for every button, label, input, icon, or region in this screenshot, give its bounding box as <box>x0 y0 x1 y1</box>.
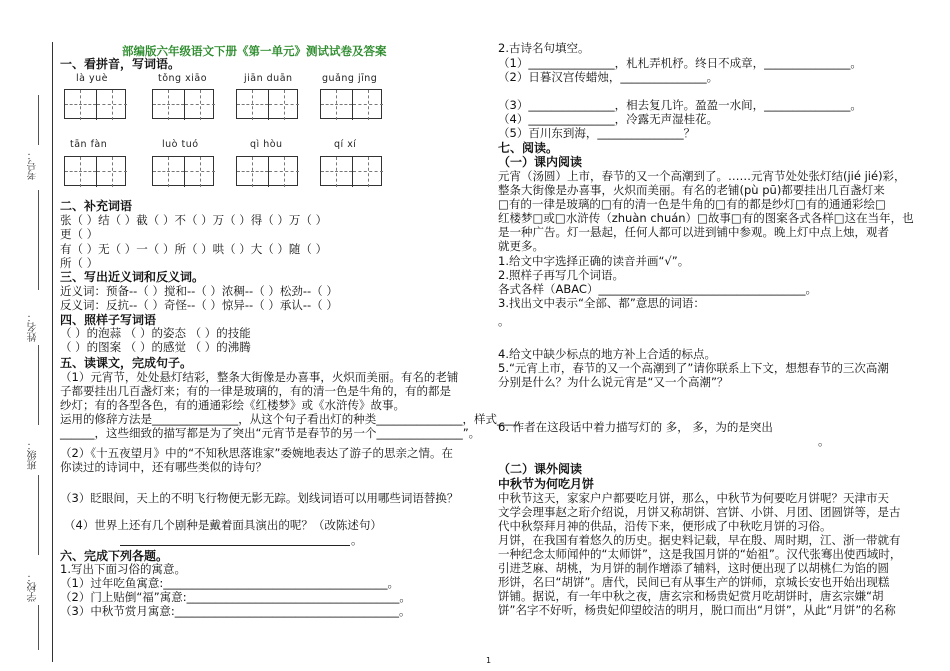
text-line: 各式各样（ABAC）____________________________________。 <box>498 282 817 296</box>
text-line: （1）过年吃鱼寓意:_______________________________________。 <box>60 576 399 590</box>
text-line: 你读过的诗词中，还有哪些类似的诗句？ <box>60 460 267 474</box>
writing-grid[interactable] <box>152 156 214 186</box>
section-heading: 三、写出近义词和反义词。 <box>60 270 205 284</box>
pinyin: jiān duān <box>244 73 293 84</box>
text-line: 代中秋祭拜月神的供品，沿传下来，便形成了中秋吃月饼的习俗。 <box>498 519 832 533</box>
text-line: 1.给文中字选择正确的读音并画“√”。 <box>498 254 690 268</box>
text-line: （3）眨眼间，天上的不明飞行物便无影无踪。划线词语可以用哪些词语替换？ <box>60 491 459 505</box>
text-line: 近义词：预备--（ ）搅和--（ ）浓稠--（ ）松劲--（ ） <box>60 284 338 298</box>
text-line: 元宵（汤圆）上市，春节的又一个高潮到了。……元宵节处处张灯结(jié jié)彩， <box>498 169 906 183</box>
text-line: 月饼，在我国有着悠久的历史。据史料记载，早在殷、周时期，江、浙一带就有 <box>498 533 901 547</box>
text-line: 5.“元宵上市，春节的又一个高潮到了”请你联系上下文，想想春节的三次高潮 <box>498 361 889 375</box>
text-line: 就更多。 <box>498 239 544 253</box>
side-label-name: 姓名： <box>28 312 39 342</box>
page-number: 1 <box>486 656 492 665</box>
side-label-exam-no: 考号： <box>28 150 39 180</box>
text-line: 张（ ）结（ ）截（ ）不（ ）万（ ）得（ ）万（ ） <box>60 213 328 227</box>
page-title: 部编版六年级语文下册《第一单元》测试试卷及答案 <box>122 44 387 58</box>
text-line: 运用的修辞方法是_______________，从这个句子看出灯的种类_______________，样式____ <box>60 412 520 426</box>
text-line: 更（ ） <box>60 227 99 241</box>
writing-grid[interactable] <box>64 89 126 119</box>
text-line: 2.古诗名句填空。 <box>498 41 590 55</box>
text-line: 引进芝麻、胡桃，为月饼的制作增添了辅料，这时便出现了以胡桃仁为馅的圆 <box>498 561 889 575</box>
text-line: 中秋节这天，家家户户都要吃月饼，那么，中秋节为何要吃月饼呢？天津市天 <box>498 491 889 505</box>
subsection-heading: （二）课外阅读 <box>498 462 583 476</box>
answer-line[interactable] <box>120 545 350 546</box>
text-line: （4）_______________，冷露无声湿桂花。 <box>498 112 719 126</box>
text-line: 有（ ）无（ ）一（ ）所（ ）哄（ ）大（ ）随（ ） <box>60 242 328 256</box>
section-heading: 七、阅读。 <box>498 141 559 155</box>
text-line: 1.写出下面习俗的寓意。 <box>60 562 186 576</box>
text-line: 所（ ） <box>60 256 99 270</box>
side-fill-line <box>38 605 39 650</box>
writing-grid[interactable] <box>152 89 214 119</box>
subsection-heading: （一）课内阅读 <box>498 155 583 169</box>
section-heading: 四、照样子写词语 <box>60 313 157 327</box>
text-line: （1）_______________，札札弄机杼。终日不成章，_______________。 <box>498 56 862 70</box>
text-line: 饼铺。据说，有一年中秋之夜，唐玄宗和杨贵妃赏月吃胡饼时，唐玄宗嫌“胡 <box>498 589 884 603</box>
section-heading: 六、完成下列各题。 <box>60 549 169 563</box>
period: 。 <box>351 533 363 547</box>
text-line: 。 <box>818 434 830 448</box>
text-line: □有的一律是玻璃的□有的清一色是牛角的□有的都是纱灯□有的通通彩绘□ <box>498 197 886 211</box>
side-fill-line <box>38 475 39 555</box>
text-line: 纱灯；有的各型各色，有的通通彩绘《红楼梦》或《水浒传》故事。 <box>60 398 405 412</box>
writing-grid[interactable] <box>236 156 298 186</box>
text-line: （4）世界上还有几个剧种是戴着面具演出的呢？（改陈述句） <box>64 518 382 532</box>
text-line: （ ）的泡蒜 （ ）的姿态 （ ）的技能 <box>60 326 251 340</box>
text-line: 文学会理事赵之珩介绍说，月饼又称胡饼、宫饼、小饼、月团、团圆饼等，是古 <box>498 505 901 519</box>
writing-grid[interactable] <box>64 156 126 186</box>
writing-grid[interactable] <box>236 89 298 119</box>
pinyin: guǎng jīng <box>322 73 378 84</box>
text-line: （3）_______________，相去复几许。盈盈一水间，_______________。 <box>498 98 862 112</box>
text-line: 红楼梦□或□水浒传（zhuàn chuán）□故事□有的图案各式各样□这在当年，也 <box>498 211 914 225</box>
pinyin: luò tuó <box>162 139 199 150</box>
side-fill-line <box>38 190 39 290</box>
text-line: （3）中秋节赏月寓意:_______________________________________。 <box>60 604 411 618</box>
text-line: 整条大街像是办喜事，火炽而美丽。有名的老铺(pù pū)都要挂出几百盏灯来 <box>498 183 885 197</box>
side-label-school: 学校： <box>28 572 39 602</box>
text-line: 。 <box>498 314 510 328</box>
pinyin: tān fàn <box>70 139 108 150</box>
text-line: 子都要挂出几百盏灯来；有的一律是玻璃的，有的清一色是牛角的，有的都是 <box>60 384 451 398</box>
text-line: ______，这些细致的描写都是为了突出“元宵节是春节的另一个_______________”。 <box>60 426 481 440</box>
side-fill-line <box>38 95 39 145</box>
text-line: 一种纪念太师闻仲的“太师饼”，这是我国月饼的“始祖”。汉代张骞出使西域时， <box>498 547 902 561</box>
text-line: 3.找出文中表示“全部、都”意思的词语： <box>498 296 705 310</box>
side-label-class: 班级： <box>28 440 39 470</box>
pinyin: là yuè <box>76 73 108 84</box>
text-line: 反义词：反抗--（ ）奇怪--（ ）惊异--（ ）承认--（ ） <box>60 298 338 312</box>
text-line: （2）门上贴倒“福”寓意:_____________________________________。 <box>60 590 411 604</box>
text-line: （ ）的图案 （ ）的感觉 （ ）的沸腾 <box>60 340 251 354</box>
text-line: 2.照样子再写几个词语。 <box>498 268 624 282</box>
text-line: （2）日暮汉宫传蜡烛，_______________。 <box>498 70 719 84</box>
text-line: 6. 作者在这段话中着力描写灯的 多， 多，为的是突出 <box>498 420 773 434</box>
text-line: 饼”名字不好听，杨贵妃仰望皎洁的明月，脱口而出“月饼”，从此“月饼”的名称 <box>498 603 896 617</box>
text-line: （5）百川东到海，_______________？ <box>498 126 696 140</box>
section-heading: 一、看拼音，写词语。 <box>60 57 181 71</box>
section-heading: 二、补充词语 <box>60 199 133 213</box>
text-line: （1）元宵节，处处悬灯结彩，整条大街像是办喜事，火炽而美丽。有名的老铺 <box>60 370 459 384</box>
pinyin: qí xí <box>334 139 357 150</box>
writing-grid[interactable] <box>320 156 382 186</box>
pinyin: qì hòu <box>250 139 283 150</box>
text-line: 4.给文中缺少标点的地方补上合适的标点。 <box>498 347 716 361</box>
side-fill-line <box>38 345 39 425</box>
text-line: （2）《十五夜望月》中的“不知秋思落谁家”委婉地表达了游子的思亲之情。在 <box>60 446 453 460</box>
article-title: 中秋节为何吃月饼 <box>498 477 595 491</box>
binding-line <box>52 42 53 662</box>
text-line: 形饼，名曰“胡饼”。唐代，民间已有从事生产的饼师，京城长安也开始出现糕 <box>498 575 890 589</box>
text-line: 分别是什么？为什么说元宵是“又一个高潮”？ <box>498 375 729 389</box>
pinyin: tǒng xiāo <box>158 73 208 84</box>
writing-grid[interactable] <box>320 89 382 119</box>
section-heading: 五、读课文，完成句子。 <box>60 356 193 370</box>
text-line: 是一种广告。灯一悬起，任何人都可以进到铺中参观。晚上灯中点上烛，观者 <box>498 225 889 239</box>
